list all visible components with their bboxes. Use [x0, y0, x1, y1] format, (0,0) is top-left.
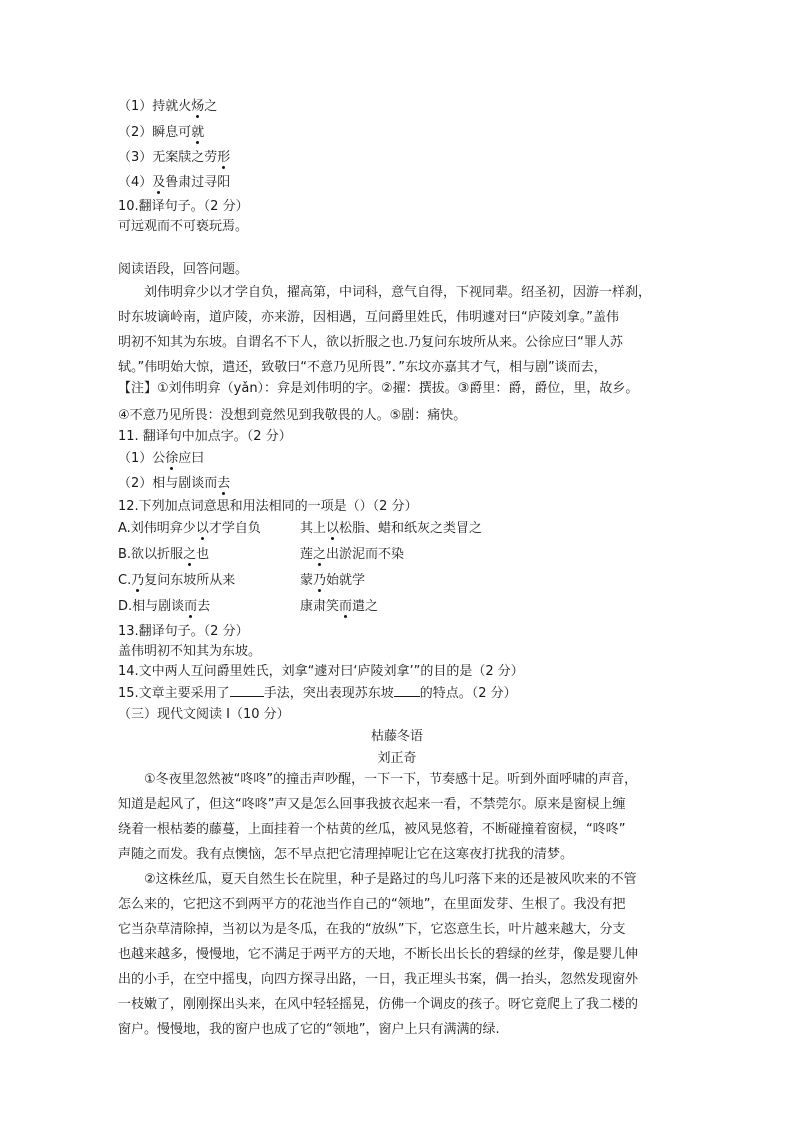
section3-heading: （三）现代文阅读 I（10 分） — [118, 707, 290, 722]
q12-option-c: C.乃复问东坡所从来 蒙乃始就学 — [118, 573, 366, 588]
essay-p2-line-6: 一枝嫩了，刚刚探出头来，在风中轻轻摇晃，仿佛一个调皮的孩子。呀它竟爬上了我二楼的 — [118, 997, 639, 1012]
passage2-line-1: 刘伟明弇少以才学自负，擢高第，中词科，意气自得，下视同辈。绍圣初，因游一样刹， — [144, 285, 652, 300]
q9-item-2: （2）瞬息可就 — [118, 125, 205, 140]
q11-title: 11. 翻译句中加点字。（2 分） — [118, 429, 292, 444]
essay-p1-line-4: 声随之而发。我有点懊恼，怎不早点把它清理掉呢让它在这寒夜打扰我的清梦。 — [118, 847, 574, 862]
essay-p1-line-1: ①冬夜里忽然被“咚咚”的撞击声吵醒，一下一下，节奏感十足。听到外面呼啸的声音， — [144, 772, 638, 787]
q9-item-3: （3）无案牍之劳形 — [118, 150, 231, 165]
essay-p2-line-1: ②这株丝瓜，夏天自然生长在院里，种子是路过的鸟儿叼落下来的还是被风吹来的不管 — [144, 872, 637, 887]
essay-p2-line-5: 出的小手，在空中摇曳，向四方探寻出路，一日，我正埋头书案，偶一抬头，忽然发现窗外 — [118, 972, 639, 987]
q12-option-d: D.相与剧谈而去 康肃笑而遣之 — [118, 599, 379, 614]
essay-title: 枯藤冬语 — [370, 729, 423, 744]
q12-option-a: A.刘伟明弇少以才学自负 其上以松脂、蜡和纸灰之类冒之 — [118, 521, 483, 536]
q11-item-2: （2）相与剧谈而去 — [118, 476, 231, 491]
essay-paragraph-1 — [118, 767, 674, 867]
q13-title: 13.翻译句子。（2 分） — [118, 624, 249, 639]
passage2-intro: 阅读语段，回答问题。 — [118, 262, 249, 277]
q9-item-1: （1）持就火炀之 — [118, 99, 218, 114]
essay-p2-line-3: 它当杂草清除掉，当初以为是冬瓜，在我的“放纵”下，它恣意生长，叶片越来越大，分支 — [118, 922, 626, 937]
passage2-line-3: 明初不知其为东坡。自谓名不下人，欲以折服之也.乃复问东坡所从来。公徐应曰“罪人苏 — [118, 335, 623, 350]
essay-p2-line-2: 怎么来的，它把这不到两平方的花池当作自己的“领地”，在里面发芽、生根了。我没有把 — [118, 897, 626, 912]
q12-option-b: B.欲以折服之也 莲之出淤泥而不染 — [118, 547, 405, 562]
q14-question: 14.文中两人互问爵里姓氏，刘拿“遽对曰‘庐陵刘拿’”的目的是（2 分） — [118, 664, 524, 679]
passage2-note-2: ④不意乃见所畏：没想到竟然见到我敬畏的人。⑤剧：痛快。 — [118, 408, 467, 423]
essay-p1-line-3: 绕着一根枯萎的藤蔓，上面挂着一个枯黄的丝瓜，被风晃悠着，不断碰撞着窗棂，“咚咚” — [118, 822, 626, 837]
passage2-line-2: 时东坡谪岭南，道庐陵，亦来游，因相遇，互问爵里姓氏，伟明遽对曰“庐陵刘拿。”盖伟 — [118, 310, 619, 325]
essay-paragraph-2 — [118, 867, 674, 1042]
q9-item-4: （4）及鲁肃过寻阳 — [118, 175, 231, 190]
passage2-note-1: 【注】①刘伟明弇（yǎn）：弇是刘伟明的字。②擢：撰拔。③爵里：爵，爵位，里，故乡。 — [118, 381, 639, 396]
q13-sentence: 盖伟明初不知其为东坡。 — [118, 644, 262, 659]
essay-p1-line-2: 知道是起风了，但这“咚咚”声又是怎么回事我披衣起来一看，不禁莞尔。原来是窗棂上缠 — [118, 797, 626, 812]
essay-p2-line-4: 也越来越多，慢慢地，它不满足于两平方的天地，不断长出长长的碧绿的丝芽，像是婴儿伸 — [118, 947, 639, 962]
passage2-line-4: 轼。”伟明始大惊，遣还，致敬曰“不意乃见所畏”．”东坟亦嘉其才气，相与剧”谈而去， — [118, 360, 607, 375]
passage2-body — [118, 280, 674, 380]
q15-question: 15.文章主要采用了 手法，突出表现苏东坡 的特点。（2 分） — [118, 686, 517, 701]
q10-title: 10.翻译句子。（2 分） — [118, 199, 249, 214]
essay-author: 刘正奇 — [377, 751, 417, 766]
q10-sentence: 可远观而不可亵玩焉。 — [118, 219, 249, 234]
q11-item-1: （1）公徐应曰 — [118, 451, 205, 466]
q12-title: 12.下列加点词意思和用法相同的一项是（）（2 分） — [118, 499, 418, 514]
essay-p2-line-7: 窗户。慢慢地，我的窗户也成了它的“领地”，窗户上只有满满的绿. — [118, 1022, 500, 1037]
